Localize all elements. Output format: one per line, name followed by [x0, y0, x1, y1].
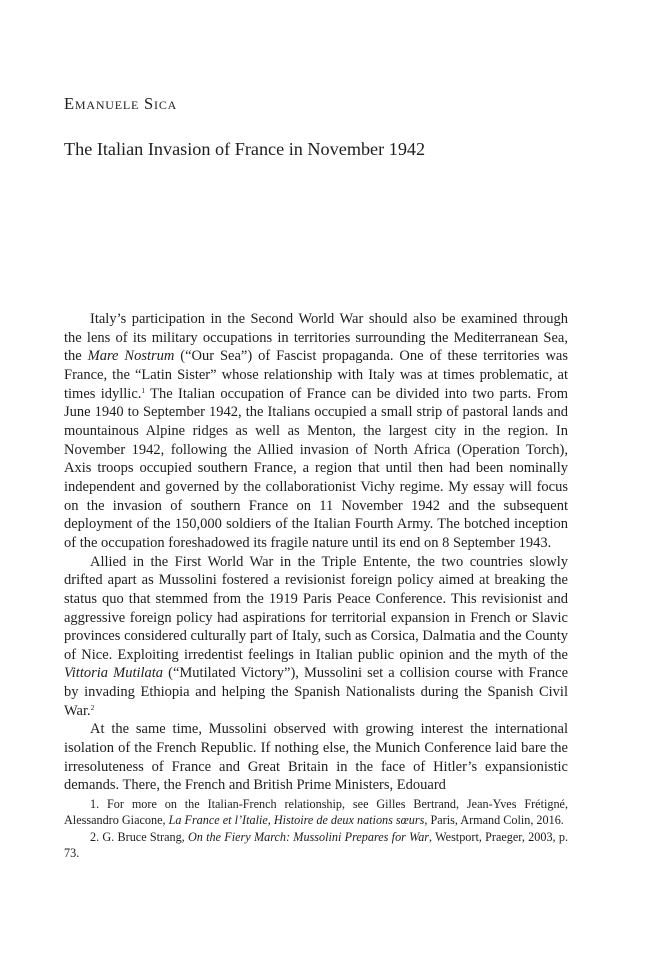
author-name: Emanuele Sica	[64, 94, 178, 113]
text: Allied in the First World War in the Triple Entente, the two countries slowly drifted apart as Mussolini fostered a revisionist foreign policy aimed at breaking the status quo that stemmed from the 1919 Paris Peace Conference. This revisionist and aggressive foreign policy had aspirations for territorial expansion in French or Slavic provinces considered culturally part of Italy, such as Corsica, Dalmatia and the County of Nice. Exploiting irredentist feelings in Italian public opinion and the myth of the	[64, 553, 568, 663]
footnote-marker[interactable]: 2	[90, 702, 95, 712]
text: , Westport, Praeger, 2003, p. 73.	[64, 829, 568, 861]
chapter-title: The Italian Invasion of France in November 1942	[64, 139, 426, 159]
text: 1. For more on the Italian-French relationship, see Gilles Bertrand, Jean-Yves Frétigné, Alessandro Giacone,	[64, 797, 568, 828]
italic-citation: La France et l’Italie, Histoire de deux nations sœurs	[168, 813, 425, 828]
footnote-2	[64, 829, 568, 862]
paragraph-1	[64, 310, 568, 553]
footnote-1	[64, 796, 568, 829]
text: The Italian occupation of France can be divided into two parts. From June 1940 to September 1942, the Italians occupied a small strip of pastoral lands and mountainous Alpine ridges as well as Menton, the largest city in the region. In November 1942, following the Allied invasion of North Africa (Operation Torch), Axis troops occupied southern France, a region that until then had been nominally independent and governed by the collaborationist Vichy regime. My essay will focus on the invasion of southern France on 11 November 1942 and the subsequent deployment of the 150,000 soldiers of the Italian Fourth Army. The botched inception of the occupation foreshadowed its fragile nature until its end on 8 September 1943.	[64, 385, 568, 551]
paragraph-3: At the same time, Mussolini observed with growing interest the international isolation of the French Republic. If nothing else, the Munich Conference laid bare the irresoluteness of France and Great Britain in the face of Hitler’s expansionistic demands. There, the French and British Prime Ministers, Edouard	[64, 721, 568, 794]
text: (“Our Sea”) of Fascist propaganda. One of these territories was France, the “Latin Sister” whose relationship with Italy was at times problematic, at times idyllic.	[64, 348, 568, 402]
text: (“Mutilated Victory”), Mussolini set a collision course with France by invading Ethiopia and helping the Spanish Nationalists during the Spanish Civil War.	[64, 665, 569, 719]
italic-citation: On the Fiery March: Mussolini Prepares for War	[188, 829, 430, 844]
italic-term: Vittoria Mutilata	[64, 665, 164, 682]
text: 2. G. Bruce Strang,	[90, 829, 188, 844]
text: Italy’s participation in the Second World War should also be examined through the lens of its military occupations in territories surrounding the Mediterranean Sea, the	[64, 311, 568, 365]
body-text	[64, 310, 568, 795]
footnote-marker[interactable]: 1	[141, 385, 146, 395]
italic-term: Mare Nostrum	[87, 348, 175, 365]
footnotes	[64, 796, 568, 862]
paragraph-2	[64, 553, 568, 721]
text: , Paris, Armand Colin, 2016.	[424, 813, 564, 828]
